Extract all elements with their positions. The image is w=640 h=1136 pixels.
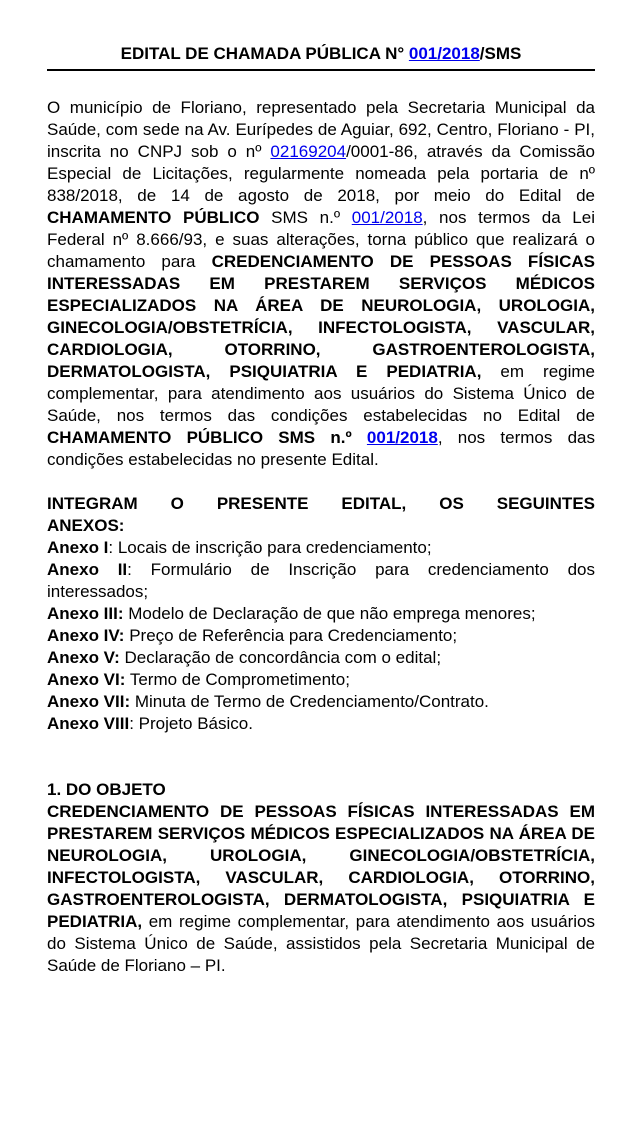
anexo-7-text: Minuta de Termo de Credenciamento/Contrato. — [130, 692, 489, 711]
anexo-5-label: Anexo V: — [47, 648, 120, 667]
anexo-3-text: Modelo de Declaração de que não emprega menores; — [123, 604, 536, 623]
anexo-5-text: Declaração de concordância com o edital; — [119, 648, 442, 667]
anexo-item-7 — [47, 691, 595, 713]
section-1-paragraph — [47, 801, 595, 977]
intro-seg-3: SMS n.º — [259, 208, 352, 227]
anexo-4-label: Anexo IV: — [47, 626, 125, 645]
anexo-6-text: Termo de Comprometimento; — [125, 670, 350, 689]
anexo-item-8 — [47, 713, 595, 735]
anexo-1-label: Anexo I — [47, 538, 109, 557]
chamamento-publico-bold-1: CHAMAMENTO PÚBLICO — [47, 208, 260, 227]
anexos-heading — [47, 493, 595, 537]
anexo-item-1 — [47, 537, 595, 559]
intro-seg-2: /0001-86, através da Comissão Especial de Licitações, regularmente nomeada pela portaria de nº 838/2018, de 14 de agosto de 2018, por meio do Edital de — [47, 142, 596, 205]
anexos-list — [47, 537, 595, 735]
anexo-2-label: Anexo II — [47, 560, 128, 579]
chamamento-publico-bold-2-text: CHAMAMENTO PÚBLICO SMS n.º — [47, 428, 367, 447]
section-1-bold: CREDENCIAMENTO DE PESSOAS FÍSICAS INTERESSADAS EM PRESTAREM SERVIÇOS MÉDICOS ESPECIALIZADOS NA ÁREA DE NEUROLOGIA, UROLOGIA, GINECOLOGIA/OBSTETRÍCIA, INFECTOLOGISTA, VASCULAR, CARDIOLOGIA, OTORRINO, GASTROENTEROLOGISTA, DERMATOLOGISTA, PSIQUIATRIA E PEDIATRIA, — [47, 802, 595, 931]
anexo-8-text: : Projeto Básico. — [129, 714, 253, 733]
anexo-item-5 — [47, 647, 595, 669]
anexo-6-label: Anexo VI: — [47, 670, 126, 689]
intro-seg-4: , nos termos da Lei Federal nº 8.666/93, e suas alterações, torna público que realizará o chamamento para — [47, 208, 595, 271]
intro-paragraph — [47, 97, 595, 471]
cnpj-link[interactable]: 02169204 — [270, 142, 347, 161]
section-1-regular: em regime complementar, para atendimento aos usuários do Sistema Único de Saúde, assistidos pela Secretaria Municipal de Saúde de Floriano – PI. — [47, 912, 595, 975]
anexo-3-label: Anexo III: — [47, 604, 124, 623]
anexo-7-label: Anexo VII: — [47, 692, 131, 711]
anexo-item-3 — [47, 603, 595, 625]
anexo-item-6 — [47, 669, 595, 691]
intro-seg-5: em regime complementar, para atendimento aos usuários do Sistema Único de Saúde, nos termos das condições estabelecidas no Edital de — [47, 362, 595, 425]
edital-link-1[interactable]: 001/2018 — [351, 208, 423, 227]
title-prefix: EDITAL DE CHAMADA PÚBLICA N° — [120, 44, 409, 63]
anexos-heading-line-1: INTEGRAM O PRESENTE EDITAL, OS SEGUINTES — [47, 494, 595, 513]
section-1-heading: 1. DO OBJETO — [47, 780, 166, 799]
anexo-1-text: : Locais de inscrição para credenciamento; — [108, 538, 432, 557]
intro-seg-6: , nos termos das condições estabelecidas no presente Edital. — [47, 428, 595, 469]
anexo-item-4 — [47, 625, 595, 647]
title-edital-link[interactable]: 001/2018 — [408, 44, 480, 63]
anexo-2-text: : Formulário de Inscrição para credenciamento dos interessados; — [47, 560, 596, 601]
anexo-item-2 — [47, 559, 595, 603]
anexos-heading-line-2: ANEXOS: — [47, 516, 125, 535]
edital-link-2[interactable]: 001/2018 — [366, 428, 438, 447]
document-title — [47, 43, 595, 71]
anexo-8-label: Anexo VIII — [47, 714, 130, 733]
chamamento-publico-bold-2 — [47, 428, 438, 447]
title-suffix: /SMS — [479, 44, 522, 63]
intro-seg-1: O município de Floriano, representado pela Secretaria Municipal da Saúde, com sede na Av. Eurípedes de Aguiar, 692, Centro, Floriano - PI, inscrita no CNPJ sob o nº — [47, 98, 595, 161]
anexo-4-text: Preço de Referência para Credenciamento; — [124, 626, 458, 645]
credenciamento-bold: CREDENCIAMENTO DE PESSOAS FÍSICAS INTERESSADAS EM PRESTAREM SERVIÇOS MÉDICOS ESPECIALIZADOS NA ÁREA DE NEUROLOGIA, UROLOGIA, GINECOLOGIA/OBSTETRÍCIA, INFECTOLOGISTA, VASCULAR, CARDIOLOGIA, OTORRINO, GASTROENTEROLOGISTA, DERMATOLOGISTA, PSIQUIATRIA E PEDIATRIA, — [47, 252, 595, 381]
